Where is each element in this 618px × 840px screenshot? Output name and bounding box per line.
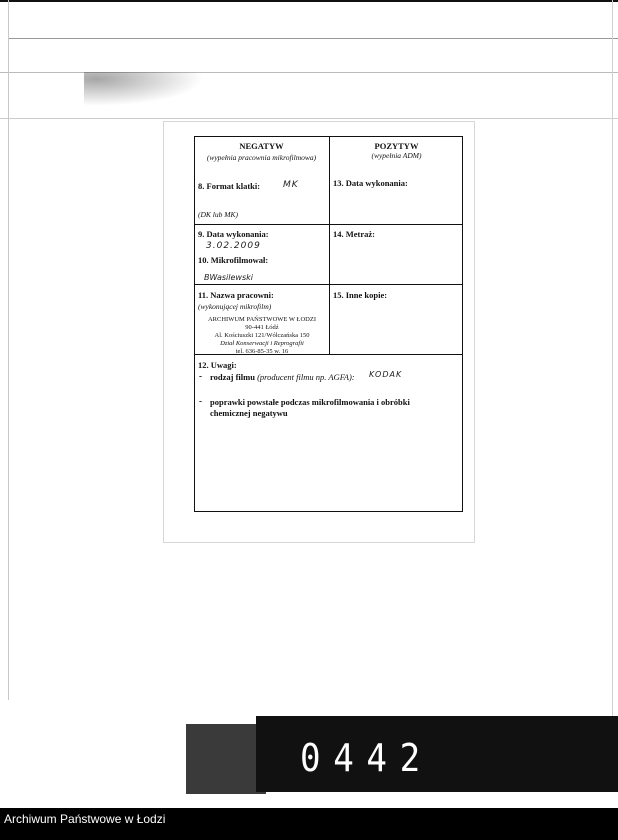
column-divider bbox=[329, 136, 330, 355]
rodzaj-filmu-line bbox=[210, 372, 355, 382]
rodzaj-filmu-value: KODAK bbox=[369, 370, 403, 379]
stamp-line: Al. Kościuszki 121/Wólczańska 150 bbox=[214, 332, 310, 339]
stamp-line: tel. 636-85-35 w. 16 bbox=[235, 348, 289, 355]
poprawki-line-2: chemicznej negatywu bbox=[210, 408, 288, 418]
pozytyw-title: POZYTYW bbox=[374, 141, 419, 151]
row-divider bbox=[194, 224, 463, 225]
poprawki-line-1: poprawki powstałe podczas mikrofilmowania i obróbki bbox=[210, 397, 410, 407]
data-wykonania-pozytyw-label: 13. Data wykonania: bbox=[333, 178, 408, 188]
frame-counter-digits: 0442 bbox=[300, 736, 433, 780]
signature: BWasilewski bbox=[204, 273, 253, 282]
smudge-mark bbox=[84, 72, 204, 106]
scan-line bbox=[8, 0, 9, 700]
frame-top-edge bbox=[0, 0, 618, 2]
archive-footer-label: Archiwum Państwowe w Łodzi bbox=[4, 812, 166, 826]
data-wykonania-label: 9. Data wykonania: bbox=[198, 229, 269, 239]
archive-stamp bbox=[200, 316, 324, 356]
bullet-mark: - bbox=[199, 371, 202, 381]
stamp-line: ARCHIWUM PAŃSTWOWE W ŁODZI bbox=[207, 316, 317, 323]
rodzaj-filmu-label: rodzaj filmu bbox=[210, 372, 255, 382]
inne-kopie-label: 15. Inne kopie: bbox=[333, 290, 388, 300]
row-divider bbox=[194, 284, 463, 285]
stamp-line: 90-441 Łódź bbox=[245, 324, 279, 331]
metraz-label: 14. Metraż: bbox=[333, 229, 376, 239]
format-klatki-hint: (DK lub MK) bbox=[198, 210, 238, 219]
uwagi-label: 12. Uwagi: bbox=[198, 360, 237, 370]
stamp-line: Dział Konserwacji i Reprografii bbox=[220, 340, 304, 347]
format-klatki-value: MK bbox=[283, 180, 299, 190]
mikrofilmowal-label: 10. Mikrofilmował: bbox=[198, 255, 269, 265]
nazwa-pracowni-label: 11. Nazwa pracowni: bbox=[198, 290, 274, 300]
format-klatki-label: 8. Format klatki: bbox=[198, 181, 261, 191]
negatyw-title: NEGATYW bbox=[239, 141, 284, 151]
bullet-mark: - bbox=[199, 396, 202, 406]
data-wykonania-value: 3.02.2009 bbox=[206, 241, 261, 251]
negatyw-subtitle: (wypełnia pracownia mikrofilmowa) bbox=[206, 153, 317, 162]
nazwa-pracowni-subtitle: (wykonującej mikrofilm) bbox=[198, 302, 272, 311]
scan-line bbox=[8, 38, 618, 39]
pozytyw-subtitle: (wypełnia ADM) bbox=[371, 151, 422, 160]
rodzaj-filmu-hint: (producent filmu np. AGFA): bbox=[257, 372, 355, 382]
scan-line bbox=[612, 0, 613, 720]
scan-line bbox=[0, 118, 618, 119]
counter-shadow bbox=[186, 724, 266, 794]
